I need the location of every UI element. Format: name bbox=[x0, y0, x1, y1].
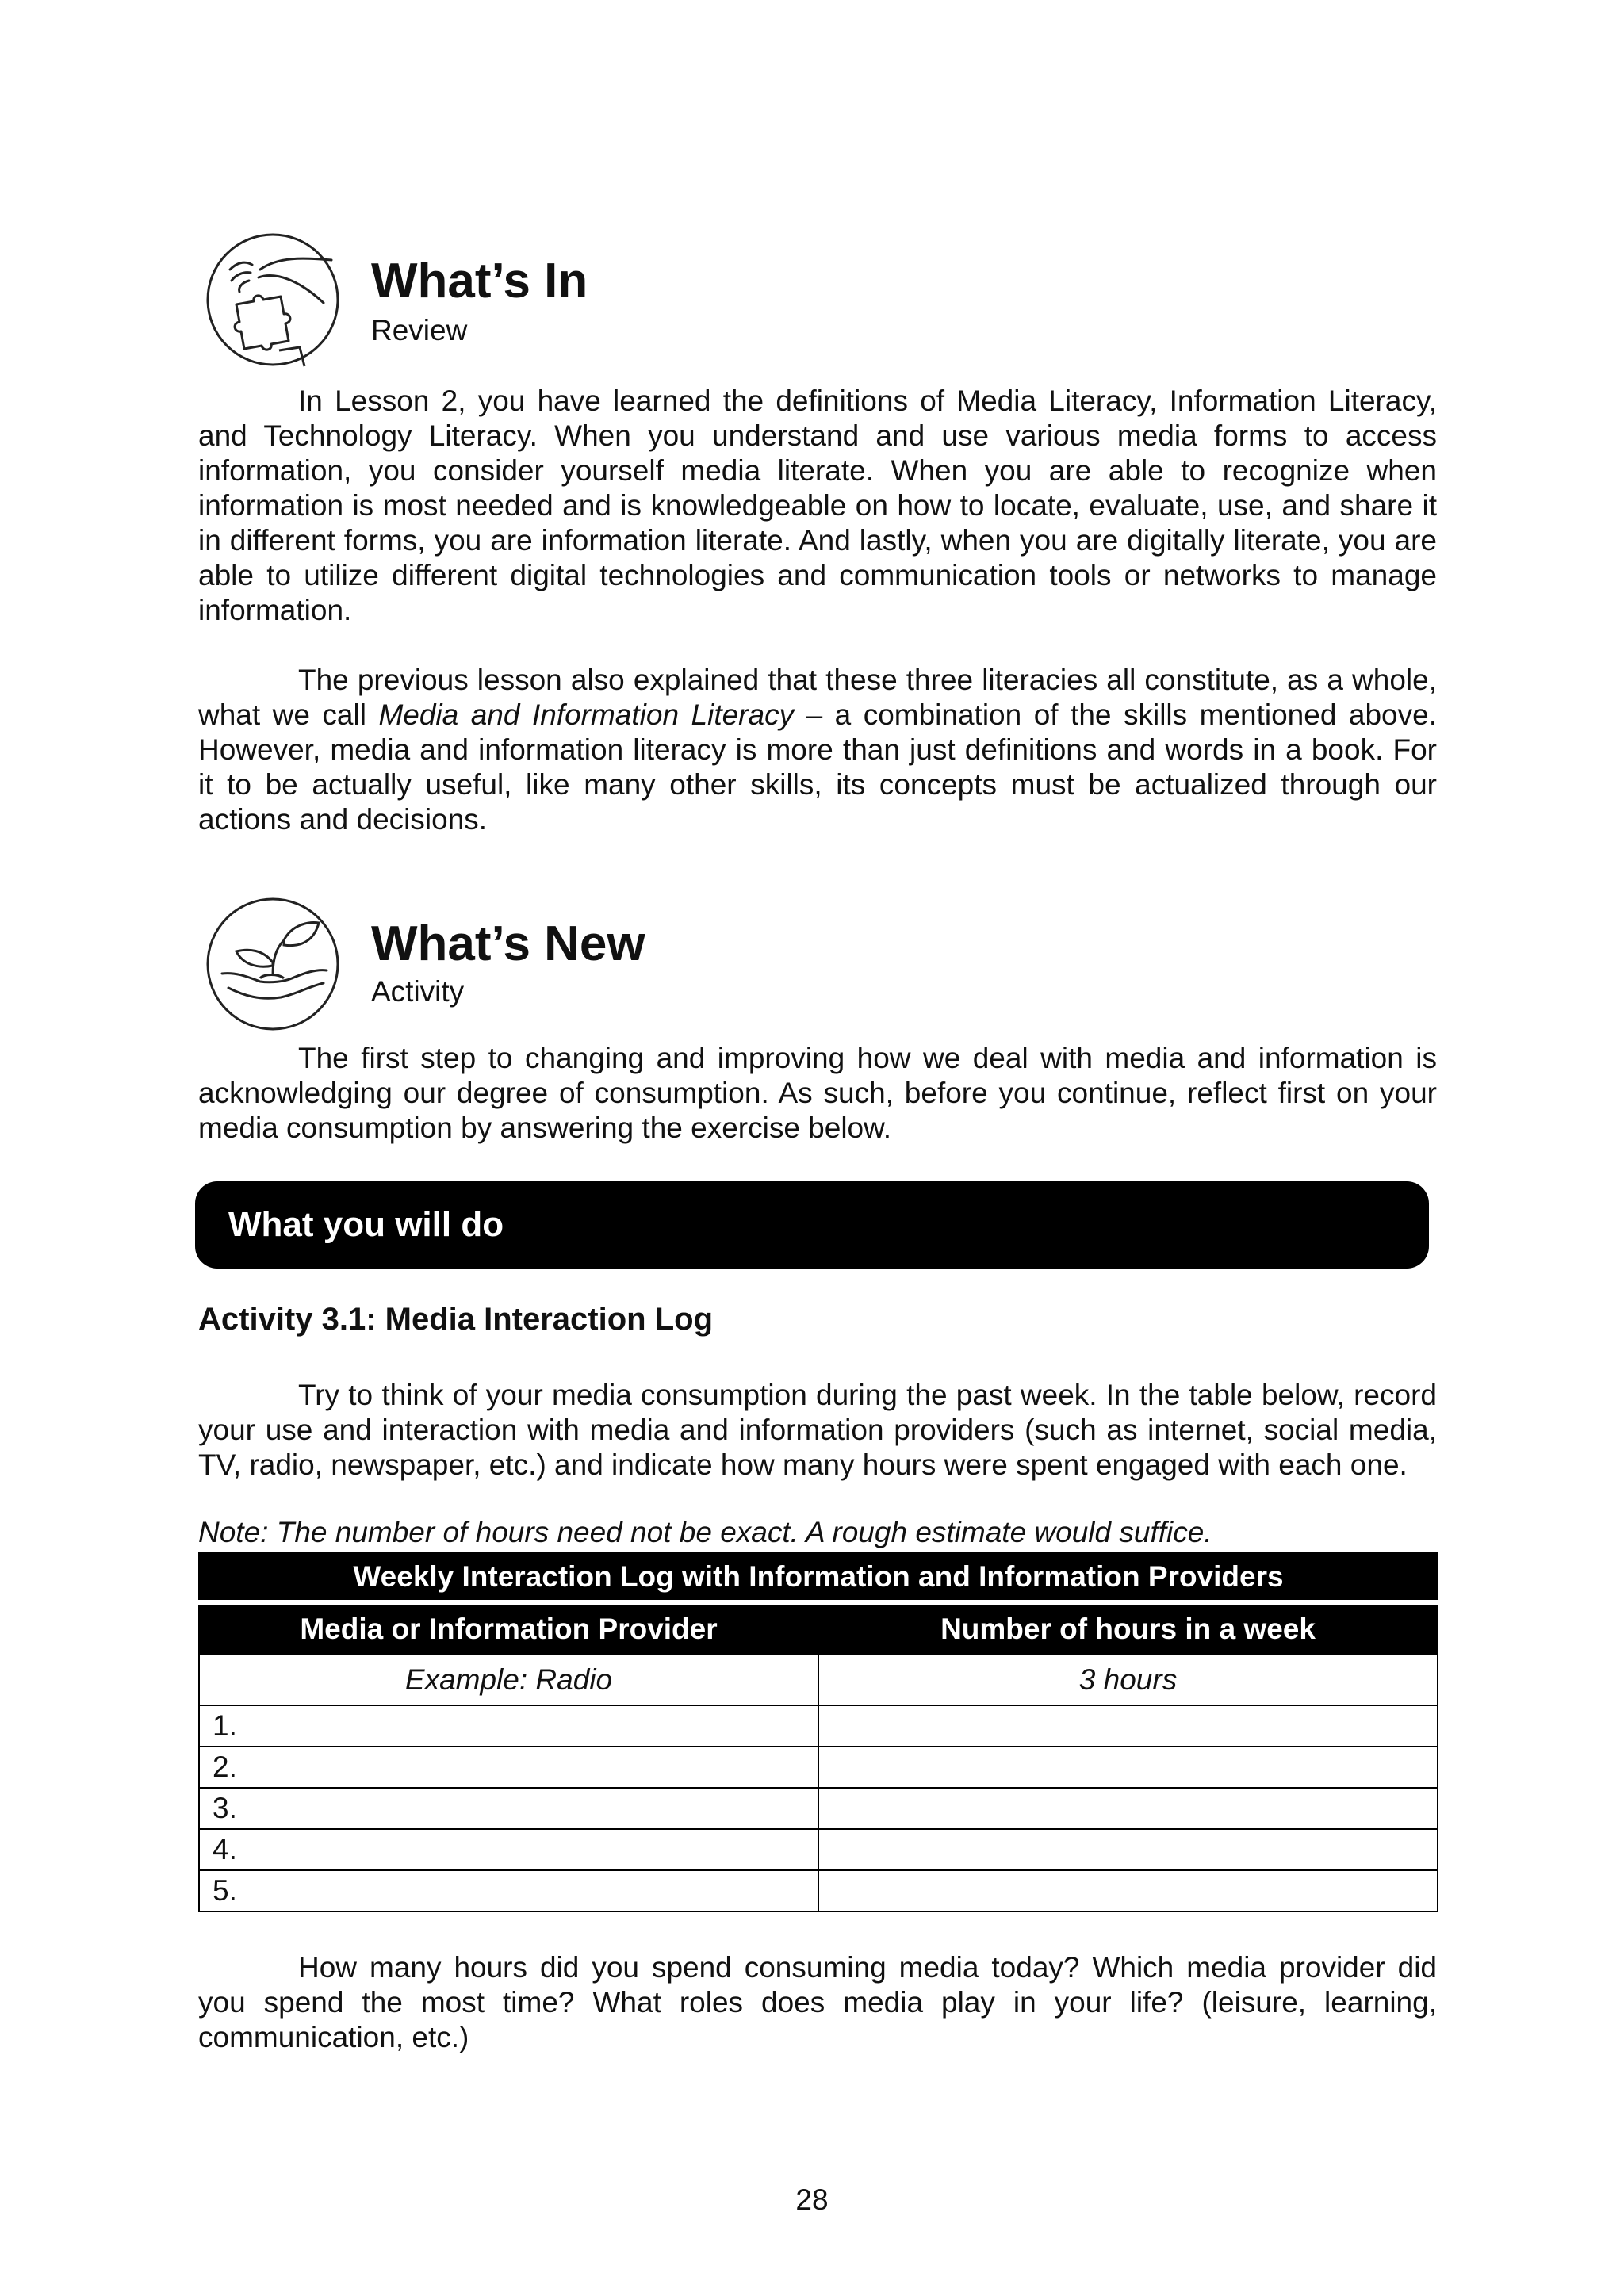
row-hours-cell bbox=[818, 1870, 1438, 1911]
row-number: 1. bbox=[199, 1705, 818, 1747]
activity-instructions: Try to think of your media consumption during the past week. In the table below, record your use and interaction with media and information providers (such as internet, social media, TV, radio, newspaper, etc.) and indicate how many hours were spent engaged with each one. bbox=[198, 1379, 1437, 1481]
whats-in-paragraph-2: The previous lesson also explained that these three literacies all constitute, as a whole, what we call Media and Information Literacy – a combination of the skills mentioned above. However, media and information literacy is more than just definitions and words in a book. For it to be actually useful, like many other skills, its concepts must be actualized through our actions and decisions. bbox=[198, 664, 1437, 836]
activity-note: Note: The number of hours need not be exact. A rough estimate would suffice. bbox=[198, 1516, 1212, 1548]
whats-in-subtitle: Review bbox=[371, 314, 468, 346]
table-row bbox=[199, 1870, 1438, 1911]
table-row bbox=[199, 1705, 1438, 1747]
seedling-hand-icon bbox=[205, 896, 341, 1032]
row-number: 3. bbox=[199, 1788, 818, 1829]
what-you-will-do-banner: What you will do bbox=[195, 1181, 1429, 1269]
row-number: 5. bbox=[199, 1870, 818, 1911]
row-number: 2. bbox=[199, 1747, 818, 1788]
activity-title: Activity 3.1: Media Interaction Log bbox=[198, 1302, 714, 1337]
whats-in-paragraph-1: In Lesson 2, you have learned the definitions of Media Literacy, Information Literacy, and Technology Literacy. When you understand and use various media forms to access information, you consider yourself media literate. When you are able to recognize when information is most needed and is knowledgeable on how to locate, evaluate, use, and share it in different forms, you are information literate. And lastly, when you are digitally literate, you are able to utilize different digital technologies and communication tools or networks to manage information. bbox=[198, 385, 1437, 626]
row-hours-cell bbox=[818, 1829, 1438, 1870]
whats-new-title: What’s New bbox=[371, 916, 645, 971]
media-interaction-log-table bbox=[198, 1552, 1438, 1912]
header-provider: Media or Information Provider bbox=[199, 1602, 818, 1655]
table-row-example bbox=[199, 1655, 1438, 1705]
table-row bbox=[199, 1829, 1438, 1870]
whats-in-title: What’s In bbox=[371, 254, 588, 308]
example-hours: 3 hours bbox=[818, 1655, 1438, 1705]
table-title: Weekly Interaction Log with Information and Information Providers bbox=[199, 1553, 1438, 1602]
whats-new-subtitle: Activity bbox=[371, 975, 465, 1008]
reflection-questions: How many hours did you spend consuming media today? Which media provider did you spend the most time? What roles does media play in your life? (leisure, learning, communication, etc.) bbox=[198, 1951, 1437, 2053]
row-number: 4. bbox=[199, 1829, 818, 1870]
row-hours-cell bbox=[818, 1788, 1438, 1829]
row-hours-cell bbox=[818, 1705, 1438, 1747]
table-row bbox=[199, 1747, 1438, 1788]
puzzle-hand-icon bbox=[205, 232, 341, 368]
example-provider: Example: Radio bbox=[199, 1655, 818, 1705]
header-hours: Number of hours in a week bbox=[818, 1602, 1438, 1655]
whats-new-paragraph: The first step to changing and improving how we deal with media and information is acknowledging our degree of consumption. As such, before you continue, reflect first on your media consumption by answering the exercise below. bbox=[198, 1042, 1437, 1144]
table-row bbox=[199, 1788, 1438, 1829]
page-number: 28 bbox=[795, 2183, 829, 2216]
row-hours-cell bbox=[818, 1747, 1438, 1788]
